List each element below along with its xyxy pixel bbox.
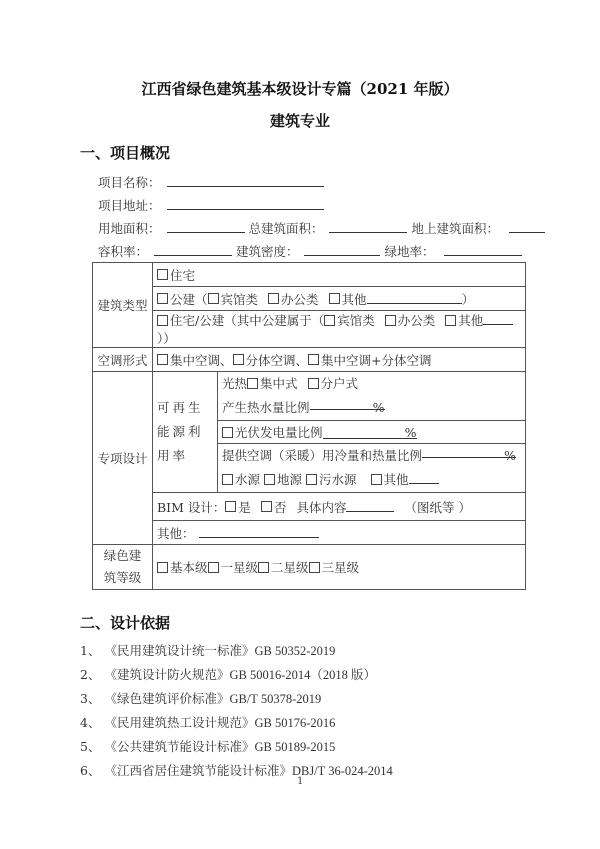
project-name-field[interactable] bbox=[167, 173, 324, 187]
renewable-label: 可再生能源利用率 bbox=[153, 372, 218, 493]
checkbox-centralized[interactable] bbox=[247, 378, 258, 389]
green-level-label: 绿色建 筑等级 bbox=[93, 545, 153, 590]
checkbox-household[interactable] bbox=[308, 378, 319, 389]
other-field[interactable] bbox=[199, 524, 319, 538]
building-type-public: 公建（ 宾馆类 办公类 其他 ） bbox=[153, 287, 526, 311]
checkbox-public-office[interactable] bbox=[268, 293, 279, 304]
area-row bbox=[98, 219, 545, 237]
checkbox-basic[interactable] bbox=[157, 562, 168, 573]
green-level-options: 基本级 一星级 二星级 三星级 bbox=[153, 545, 526, 590]
building-type-mixed: 住宅/公建（其中公建属于（ 宾馆类 办公类 其他）） bbox=[153, 311, 526, 348]
project-name-label: 项目名称： bbox=[98, 175, 161, 190]
project-name-row bbox=[98, 173, 324, 191]
reference-item: 3、 《绿色建筑评价标准》GB/T 50378-2019 bbox=[80, 691, 322, 706]
document-subtitle: 建筑专业 bbox=[269, 112, 330, 130]
page-number: 1 bbox=[297, 776, 304, 787]
other-source-field[interactable] bbox=[409, 470, 439, 484]
green-ratio-label: 绿地率： bbox=[384, 244, 435, 259]
building-density-field[interactable] bbox=[304, 242, 380, 256]
section2-heading: 二、设计依据 bbox=[80, 614, 171, 632]
land-area-field[interactable] bbox=[167, 219, 245, 233]
plot-ratio-label: 容积率： bbox=[98, 244, 149, 259]
bim-cell: BIM 设计： 是 否 具体内容 （图纸等 ） bbox=[153, 493, 526, 521]
hvac-ratio-field[interactable]: % bbox=[422, 444, 516, 458]
hot-water-ratio-field[interactable]: % bbox=[310, 396, 385, 410]
above-ground-area-label: 地上建筑面积： bbox=[411, 221, 499, 236]
checkbox-ground-source[interactable] bbox=[264, 474, 275, 485]
project-address-field[interactable] bbox=[167, 196, 324, 210]
project-address-row bbox=[98, 196, 324, 214]
checkbox-other-source[interactable] bbox=[371, 474, 382, 485]
checkbox-central-ac[interactable] bbox=[157, 354, 168, 365]
checkbox-sewage-source[interactable] bbox=[306, 474, 317, 485]
checkbox-split-ac[interactable] bbox=[233, 354, 244, 365]
checkbox-mixed-hotel[interactable] bbox=[324, 315, 335, 326]
document-title: 江西省绿色建筑基本级设计专篇（2021 年版） bbox=[141, 80, 459, 98]
building-density-label: 建筑密度： bbox=[235, 244, 299, 259]
total-floor-area-field[interactable] bbox=[329, 219, 407, 233]
section1-heading: 一、项目概况 bbox=[80, 144, 171, 162]
reference-item: 6、 《江西省居住建筑节能设计标准》DBJ/T 36-024-2014 bbox=[80, 763, 393, 778]
mixed-other-field[interactable] bbox=[483, 311, 513, 325]
pv-cell: 光伏发电量比例 % bbox=[218, 421, 526, 444]
project-address-label: 项目地址： bbox=[98, 198, 161, 213]
reference-item: 2、 《建筑设计防火规范》GB 50016-2014（2018 版） bbox=[80, 667, 376, 682]
checkbox-bim-yes[interactable] bbox=[225, 501, 236, 512]
building-type-residential: 住宅 bbox=[153, 263, 526, 287]
checkbox-water-source[interactable] bbox=[222, 474, 233, 485]
plot-ratio-field[interactable] bbox=[154, 242, 232, 256]
checkbox-public-hotel[interactable] bbox=[208, 293, 219, 304]
solar-thermal-cell: 光热 集中式 分户式 产生热水量比例 % bbox=[218, 372, 526, 421]
checkbox-bim-no[interactable] bbox=[261, 501, 272, 512]
checkbox-public[interactable] bbox=[157, 293, 168, 304]
checkbox-mixed-office[interactable] bbox=[385, 315, 396, 326]
hvac-cell: 提供空调（采暖）用冷量和热量比例 % 水源 地源 污水源 其他 bbox=[218, 444, 526, 493]
special-design-label: 专项设计 bbox=[93, 372, 153, 545]
bim-content-field[interactable] bbox=[346, 498, 394, 512]
pv-ratio-field[interactable]: % bbox=[323, 425, 417, 439]
checkbox-residential[interactable] bbox=[157, 269, 168, 280]
green-ratio-field[interactable] bbox=[444, 242, 522, 256]
checkbox-mixed-other[interactable] bbox=[445, 315, 456, 326]
checkbox-two-star[interactable] bbox=[258, 562, 269, 573]
land-area-label: 用地面积： bbox=[98, 221, 161, 236]
above-ground-area-field[interactable] bbox=[509, 219, 545, 233]
checkbox-both-ac[interactable] bbox=[308, 354, 319, 365]
project-overview-table bbox=[92, 262, 526, 590]
checkbox-public-other[interactable] bbox=[329, 293, 340, 304]
checkbox-three-star[interactable] bbox=[309, 562, 320, 573]
ac-label: 空调形式 bbox=[93, 348, 153, 372]
checkbox-one-star[interactable] bbox=[208, 562, 219, 573]
total-floor-area-label: 总建筑面积： bbox=[248, 221, 324, 236]
ac-options: 集中空调、 分体空调、 集中空调+分体空调 bbox=[153, 348, 526, 372]
reference-item: 1、 《民用建筑设计统一标准》GB 50352-2019 bbox=[80, 643, 336, 658]
building-type-label: 建筑类型 bbox=[93, 263, 153, 348]
checkbox-pv[interactable] bbox=[222, 427, 233, 438]
public-other-field[interactable] bbox=[367, 290, 462, 304]
ratio-row bbox=[98, 242, 522, 260]
reference-item: 4、 《民用建筑热工设计规范》GB 50176-2016 bbox=[80, 715, 336, 730]
checkbox-mixed[interactable] bbox=[157, 315, 168, 326]
other-cell: 其他： bbox=[153, 521, 526, 545]
reference-item: 5、 《公共建筑节能设计标准》GB 50189-2015 bbox=[80, 739, 336, 754]
